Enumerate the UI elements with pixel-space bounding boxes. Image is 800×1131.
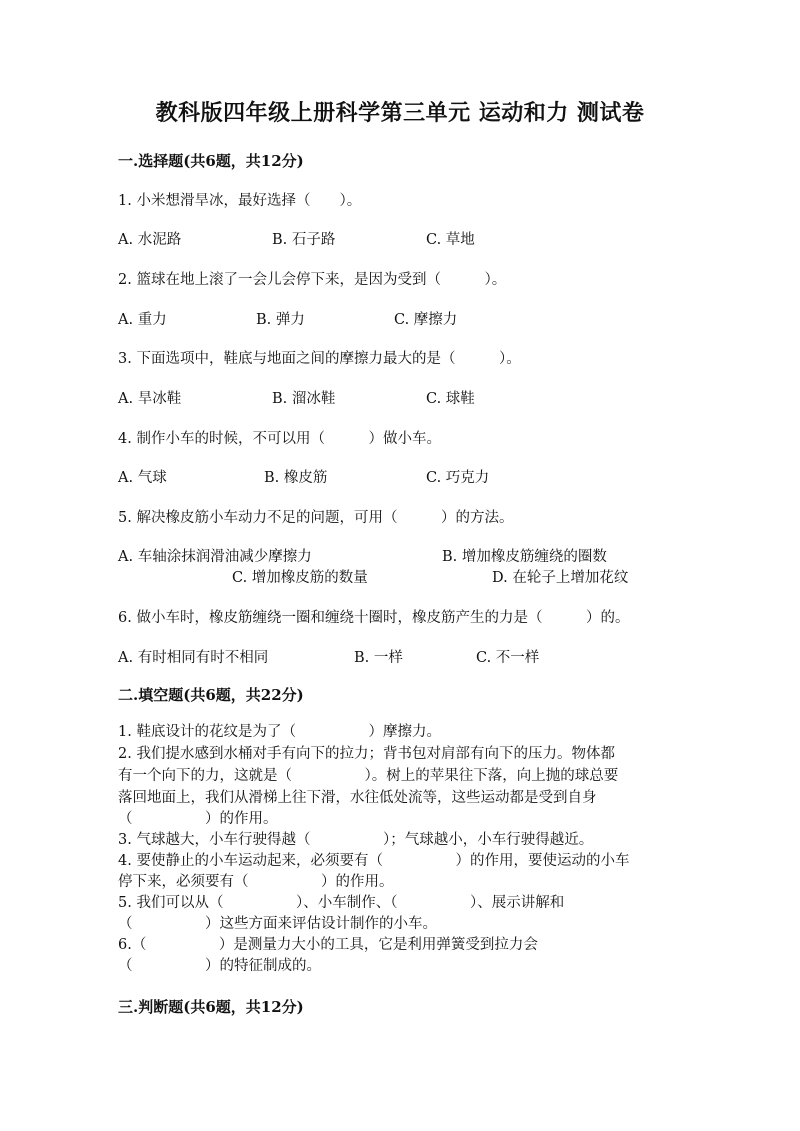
fill-line: （ ）这些方面来评估设计制作的小车。 [118, 916, 437, 932]
section-heading-fill: 二.填空题(共6题，共22分) [118, 686, 304, 704]
choice-option: B. 溜冰鞋 [272, 391, 336, 407]
fill-line: 停下来，必须要有（ ）的作用。 [118, 874, 394, 890]
choice-option: C. 不一样 [476, 650, 540, 666]
choice-option: C. 草地 [426, 232, 475, 248]
choice-option: C. 球鞋 [426, 391, 475, 407]
choice-question-stem: 1. 小米想滑旱冰，最好选择（ ）。 [118, 193, 362, 209]
choice-option: B. 橡皮筋 [264, 470, 328, 486]
fill-line: （ ）的作用。 [118, 811, 278, 827]
choice-option: C. 巧克力 [426, 470, 490, 486]
choice-option: A. 重力 [118, 312, 167, 328]
choice-option: B. 弹力 [256, 312, 305, 328]
fill-line: 4. 要使静止的小车运动起来，必须要有（ ）的作用，要使运动的小车 [118, 853, 630, 869]
choice-option: B. 一样 [354, 650, 403, 666]
fill-line: 2. 我们提水感到水桶对手有向下的拉力；背书包对肩部有向下的压力。物体都 [118, 746, 615, 762]
choice-question-stem: 4. 制作小车的时候，不可以用（ ）做小车。 [118, 431, 441, 447]
fill-line: 1. 鞋底设计的花纹是为了（ ）摩擦力。 [118, 724, 441, 740]
fill-line: 5. 我们可以从（ ）、小车制作、（ ）、展示讲解和 [118, 895, 565, 911]
choice-option: C. 增加橡皮筋的数量 [232, 570, 368, 586]
choice-option: A. 有时相同有时不相同 [118, 650, 269, 666]
fill-line: （ ）的特征制成的。 [118, 958, 321, 974]
fill-line: 3. 气球越大，小车行驶得越（ ）；气球越小，小车行驶得越近。 [118, 832, 594, 848]
choice-question-stem: 6. 做小车时，橡皮筋缠绕一圈和缠绕十圈时，橡皮筋产生的力是（ ）的。 [118, 610, 630, 626]
choice-question-stem: 3. 下面选项中，鞋底与地面之间的摩擦力最大的是（ ）。 [118, 351, 521, 367]
choice-option: B. 增加橡皮筋缠绕的圈数 [442, 549, 607, 565]
section-heading-choice: 一.选择题(共6题，共12分) [118, 152, 304, 170]
fill-line: 有一个向下的力，这就是（ ）。树上的苹果往下落，向上抛的球总要 [118, 768, 619, 784]
page-title: 教科版四年级上册科学第三单元 运动和力 测试卷 [155, 100, 645, 126]
choice-option: A. 水泥路 [118, 232, 182, 248]
choice-question-stem: 2. 篮球在地上滚了一会儿会停下来，是因为受到（ ）。 [118, 272, 507, 288]
choice-option: A. 气球 [118, 470, 167, 486]
fill-line: 6.（ ）是测量力大小的工具，它是利用弹簧受到拉力会 [118, 937, 538, 953]
section-heading-judge: 三.判断题(共6题，共12分) [118, 998, 304, 1016]
choice-option: A. 车轴涂抹润滑油减少摩擦力 [118, 549, 312, 565]
choice-option: B. 石子路 [272, 232, 336, 248]
fill-line: 落回地面上，我们从滑梯上往下滑，水往低处流等，这些运动都是受到自身 [118, 790, 597, 806]
choice-option: C. 摩擦力 [394, 312, 458, 328]
choice-question-stem: 5. 解决橡皮筋小车动力不足的问题，可用（ ）的方法。 [118, 510, 514, 526]
choice-option: D. 在轮子上增加花纹 [492, 570, 629, 586]
choice-option: A. 旱冰鞋 [118, 391, 182, 407]
